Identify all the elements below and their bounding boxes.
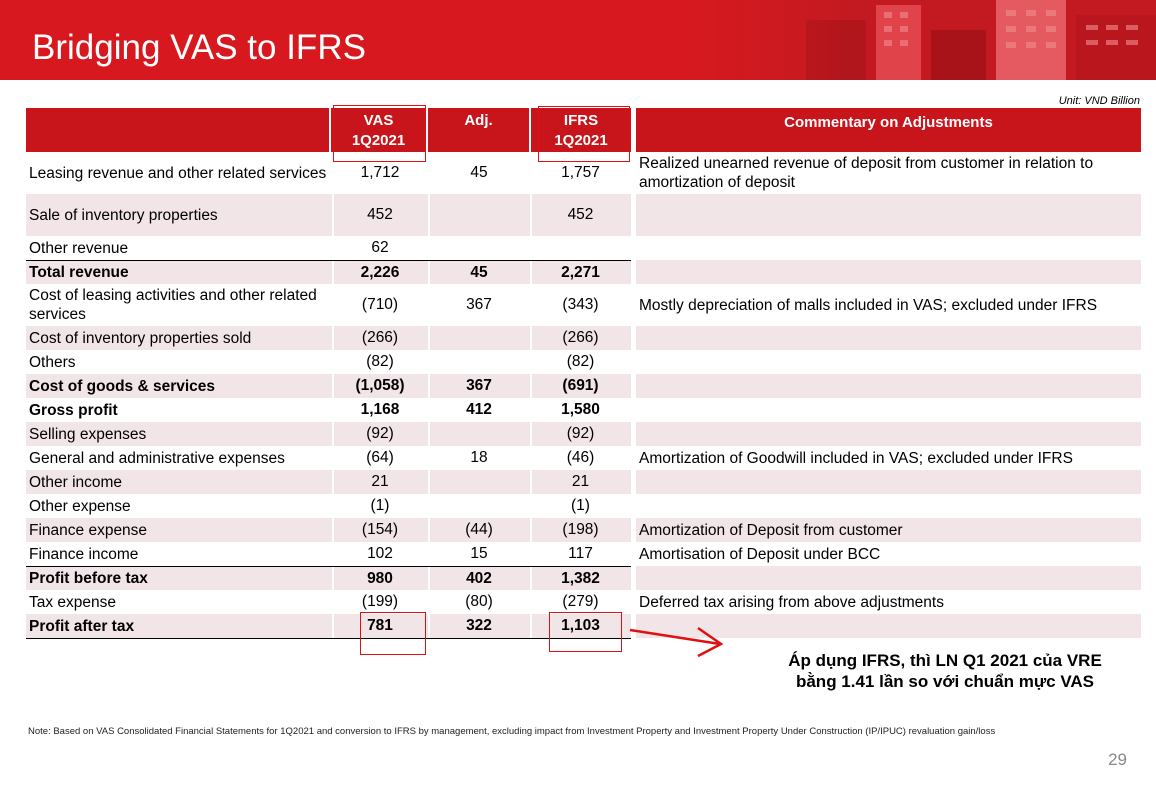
cell-vas: (199) [361, 593, 399, 610]
cell-vas: 452 [367, 206, 393, 223]
table-row [26, 284, 631, 326]
highlight-box-ifrs-header [538, 106, 630, 162]
commentary-cell: Realized unearned revenue of deposit from customer in relation to amortization of deposit [639, 155, 1094, 191]
row-label: Gross profit [29, 401, 118, 419]
row-label: Other income [29, 473, 123, 491]
cell-ifrs: (343) [562, 296, 599, 313]
commentary-cell [636, 470, 1141, 494]
row-label: Sale of inventory properties [29, 206, 218, 224]
table-row [26, 422, 631, 446]
cell-ifrs: 452 [567, 206, 594, 223]
row-label: Cost of leasing activities and other related services [29, 287, 317, 323]
commentary-cell [636, 350, 1141, 374]
cell-ifrs: 1,580 [561, 401, 600, 418]
cell-vas: (1) [370, 497, 390, 514]
cell-adj: 18 [470, 449, 488, 466]
commentary-cell [636, 566, 1141, 590]
row-label: Profit before tax [29, 570, 148, 587]
cell-vas: 2,226 [360, 263, 400, 281]
cell-adj: 45 [470, 263, 488, 281]
commentary-cell [636, 374, 1141, 398]
row-label: Finance expense [29, 521, 148, 539]
cell-adj: 15 [470, 545, 488, 562]
cell-ifrs: (46) [566, 449, 595, 466]
table-bottom-rule [26, 638, 631, 639]
header-blank [26, 108, 329, 152]
header-commentary: Commentary on Adjustments [636, 108, 1141, 152]
table-row [26, 494, 631, 518]
cell-ifrs: 1,103 [561, 617, 600, 634]
cell-ifrs: (691) [562, 377, 599, 394]
city-buildings-image [686, 0, 1156, 80]
cell-ifrs: (82) [566, 353, 595, 370]
row-label: Total revenue [29, 264, 129, 281]
table-row [26, 566, 631, 590]
commentary-cell: Deferred tax arising from above adjustments [639, 593, 944, 611]
cell-vas: 21 [371, 473, 389, 490]
row-label: Other expense [29, 497, 131, 515]
right-arrow-icon [628, 622, 728, 662]
cell-vas: (710) [361, 296, 399, 313]
commentary-cell: Amortization of Goodwill included in VAS; excluded under IFRS [639, 449, 1073, 467]
cell-vas: (1,058) [355, 377, 405, 394]
table-row [26, 446, 631, 470]
page-number: 29 [1108, 750, 1127, 769]
cell-vas: (92) [366, 425, 394, 442]
header-ifrs: IFRS 1Q2021 [531, 108, 631, 152]
unit-label: Unit: VND Billion [1058, 95, 1140, 107]
commentary-cell: Mostly depreciation of malls included in VAS; excluded under IFRS [639, 296, 1098, 314]
header-vas: VAS 1Q2021 [331, 108, 426, 152]
highlight-box-vas-header [333, 105, 426, 162]
table-row [26, 398, 631, 422]
header-adj: Adj. [428, 108, 529, 152]
table-row [26, 350, 631, 374]
commentary-cell [636, 398, 1141, 422]
cell-vas: (266) [361, 329, 399, 346]
cell-adj: 402 [466, 569, 492, 587]
row-label: Selling expenses [29, 425, 147, 443]
cell-vas: 102 [367, 545, 393, 562]
row-label: Others [29, 353, 76, 371]
commentary-cell [636, 194, 1141, 236]
cell-vas: (82) [366, 353, 394, 370]
row-label: Finance income [29, 545, 139, 563]
header-banner [0, 0, 1156, 80]
cell-adj: (44) [465, 521, 493, 538]
cell-ifrs: (1) [571, 497, 590, 514]
cell-ifrs: (266) [562, 329, 599, 346]
cell-adj: 45 [470, 164, 488, 181]
cell-vas: 1,712 [360, 164, 400, 181]
row-label: Cost of goods & services [29, 377, 216, 395]
table-row [26, 542, 631, 566]
row-label: General and administrative expenses [29, 449, 285, 467]
cell-adj: 367 [466, 296, 492, 313]
highlight-box-ifrs-profit [549, 612, 622, 652]
cell-ifrs: (92) [566, 425, 595, 442]
cell-adj: (80) [465, 593, 493, 610]
table-row [26, 194, 631, 236]
commentary-body [636, 152, 1141, 638]
highlight-box-vas-profit [360, 612, 426, 655]
cell-ifrs: 117 [568, 545, 593, 562]
commentary-cell [636, 494, 1141, 518]
page-title: Bridging VAS to IFRS [32, 28, 366, 67]
commentary-cell: Amortization of Deposit from customer [636, 518, 1141, 542]
table-row [26, 470, 631, 494]
callout-text [760, 650, 1130, 692]
cell-ifrs: 21 [571, 473, 590, 490]
commentary-cell: Amortisation of Deposit under BCC [639, 545, 881, 563]
callout-line-2: bằng 1.41 lần so với chuẩn mực VAS [795, 672, 1095, 691]
cell-adj: 322 [466, 617, 492, 634]
table-row [26, 374, 631, 398]
row-label: Profit after tax [29, 617, 135, 635]
table-row [26, 260, 631, 284]
table-row [26, 326, 631, 350]
row-label: Other revenue [29, 239, 129, 257]
commentary-cell [636, 422, 1141, 446]
callout-line-1: Áp dụng IFRS, thì LN Q1 2021 của VRE [788, 651, 1102, 670]
cell-adj: 367 [466, 377, 492, 394]
cell-ifrs: (198) [562, 521, 599, 538]
cell-vas: (154) [361, 521, 399, 538]
row-label: Cost of inventory properties sold [29, 329, 252, 347]
commentary-cell [636, 260, 1141, 284]
cell-vas: 781 [367, 617, 393, 634]
row-label: Leasing revenue and other related services [29, 164, 327, 182]
cell-ifrs: (279) [562, 593, 599, 610]
table-row [26, 590, 631, 614]
commentary-column [636, 108, 1141, 638]
cell-adj: 412 [466, 401, 492, 418]
cell-vas: 62 [371, 239, 389, 256]
commentary-cell [636, 236, 1141, 260]
cell-vas: 1,168 [360, 401, 400, 418]
cell-vas: (64) [366, 449, 394, 466]
table-row [26, 236, 631, 260]
table-body [26, 152, 631, 638]
table-row [26, 518, 631, 542]
cell-ifrs: 1,757 [561, 164, 600, 181]
commentary-cell [636, 326, 1141, 350]
cell-ifrs: 2,271 [561, 263, 600, 281]
cell-ifrs: 1,382 [561, 569, 600, 587]
table-row [26, 614, 631, 638]
footnote: Note: Based on VAS Consolidated Financial Statements for 1Q2021 and conversion to IFRS by management, excluding impact from Investment Property and Investment Property Under Construction (IP/IPUC) revaluation gain/loss [28, 726, 996, 737]
bridge-table [26, 108, 631, 639]
row-label: Tax expense [29, 593, 117, 611]
cell-vas: 980 [367, 569, 393, 587]
